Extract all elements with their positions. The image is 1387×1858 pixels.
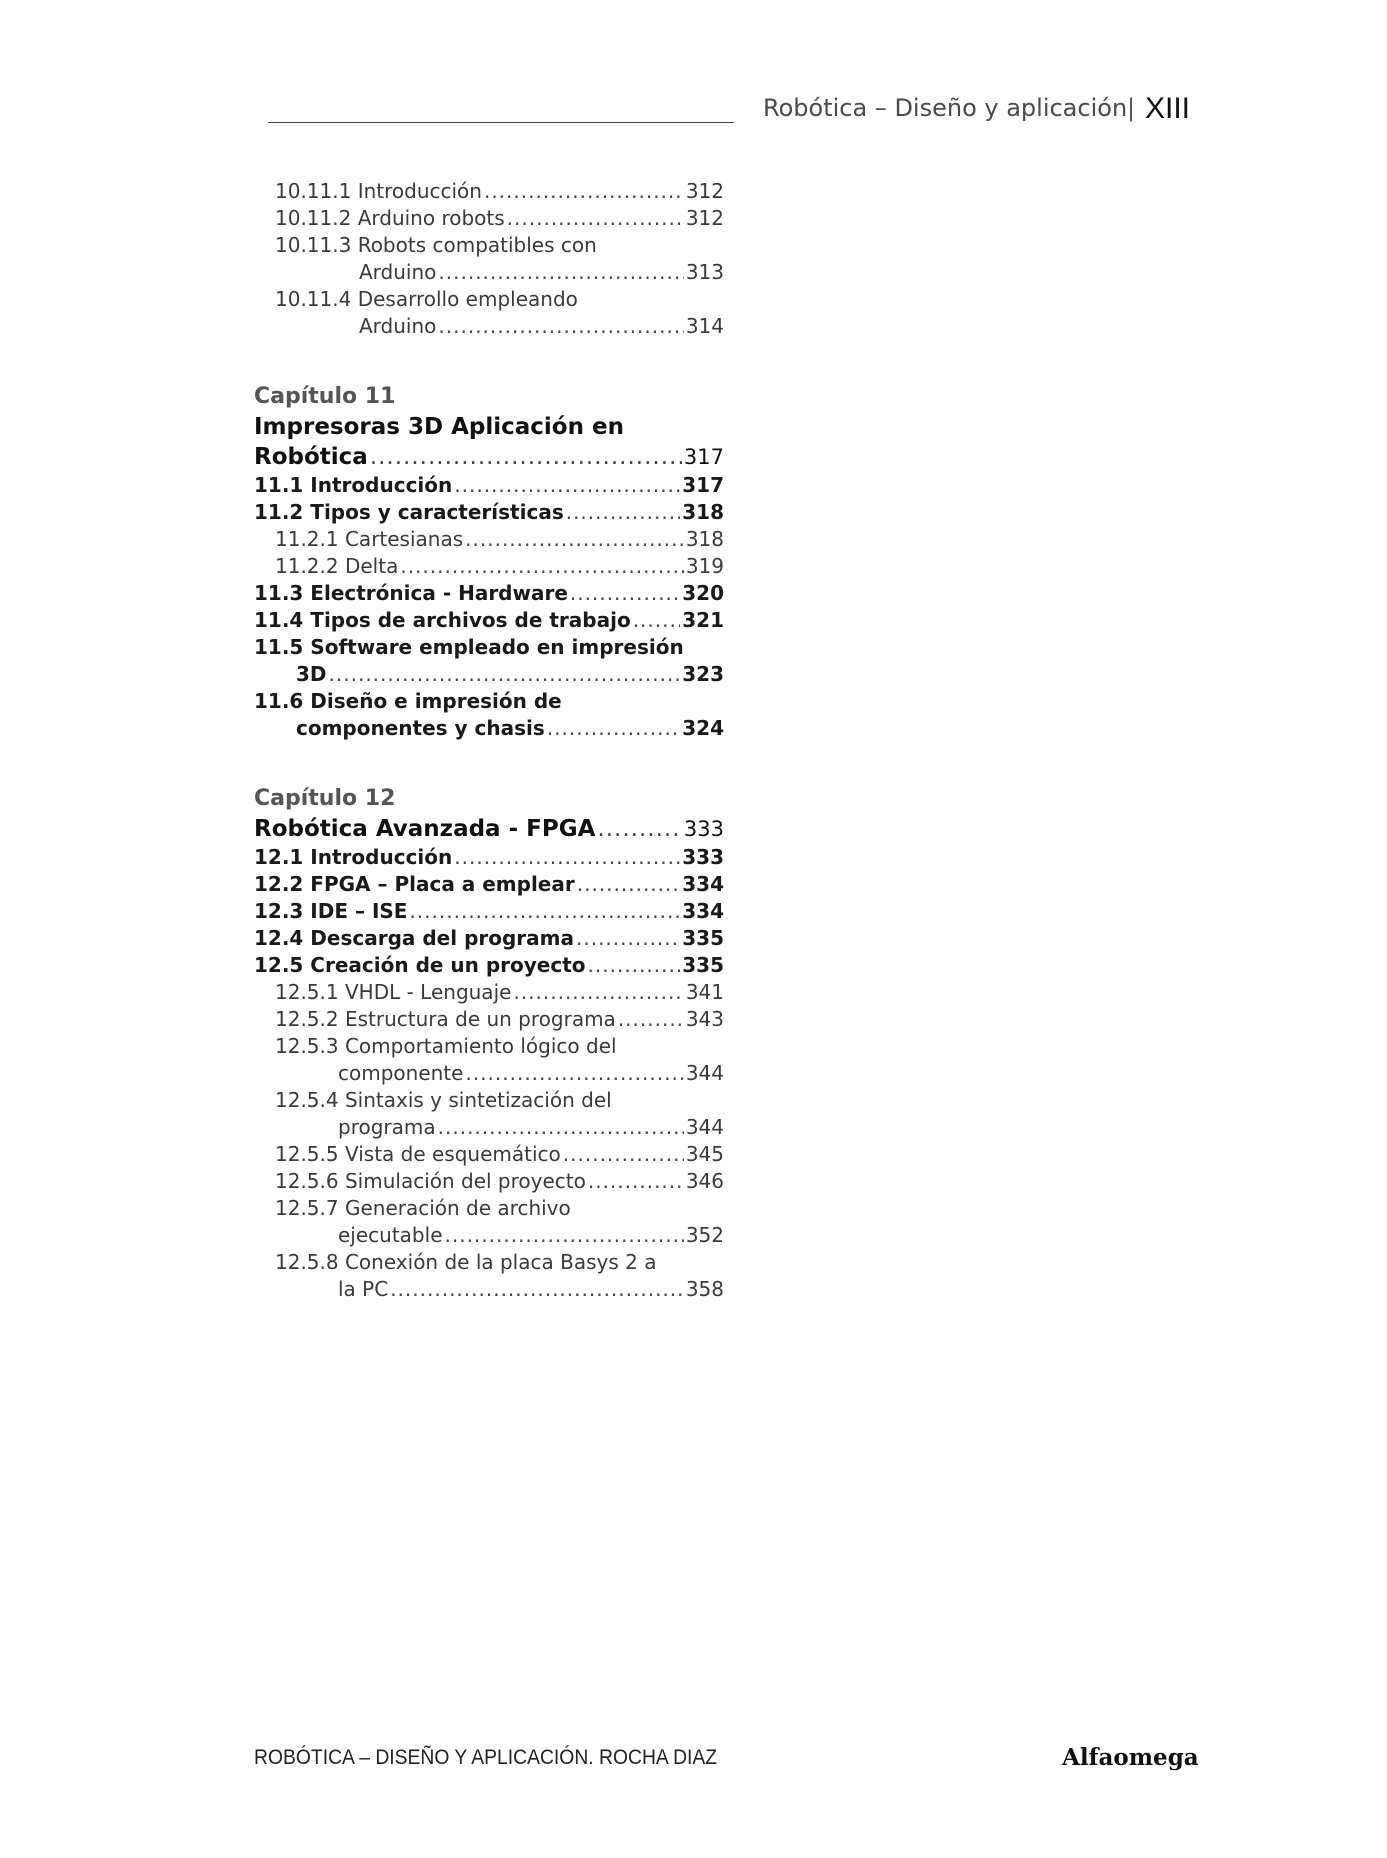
toc-entry-label-line[interactable] bbox=[254, 688, 724, 715]
toc-entry-label: 11.6 Diseño e impresión de bbox=[254, 689, 562, 713]
toc-entry[interactable] bbox=[254, 313, 724, 340]
toc-leader-dots bbox=[633, 607, 681, 634]
toc-entry-page: 335 bbox=[682, 926, 724, 950]
toc-entry-label: 10.11.3 Robots compatibles con bbox=[275, 233, 597, 257]
toc-entry-label: 12.5.5 Vista de esquemático bbox=[275, 1142, 561, 1166]
toc-entry[interactable] bbox=[254, 607, 724, 634]
toc-entry-page: 319 bbox=[685, 554, 724, 578]
toc-entry-label: 12.2 FPGA – Placa a emplear bbox=[254, 872, 575, 896]
toc-leader-dots bbox=[597, 814, 682, 844]
toc-entry[interactable] bbox=[254, 871, 724, 898]
toc-entry-page: 344 bbox=[685, 1061, 724, 1085]
toc-entry[interactable] bbox=[254, 898, 724, 925]
toc-entry-label-continued: componentes y chasis bbox=[296, 716, 545, 740]
toc-entry-label: 11.2 Tipos y características bbox=[254, 500, 564, 524]
running-header-title: Robótica – Diseño y aplicación bbox=[763, 94, 1128, 122]
toc-entry-page: 314 bbox=[685, 314, 724, 338]
toc-entry-page: 318 bbox=[682, 500, 724, 524]
toc-entry-label: 12.5.4 Sintaxis y sintetización del bbox=[275, 1088, 612, 1112]
toc-entry-label-continued: componente bbox=[338, 1061, 464, 1085]
toc-entry-label-line[interactable] bbox=[254, 1033, 724, 1060]
toc-entry-label: 12.5 Creación de un proyecto bbox=[254, 953, 586, 977]
toc-entry[interactable] bbox=[254, 979, 724, 1006]
toc-entry[interactable] bbox=[254, 499, 724, 526]
chapter-11-label: Capítulo 11 bbox=[254, 384, 396, 409]
toc-entry-page: 341 bbox=[685, 980, 724, 1004]
toc-entry-page: 323 bbox=[682, 662, 724, 686]
toc-entry[interactable] bbox=[254, 1276, 724, 1303]
toc-entry-page: 312 bbox=[685, 179, 724, 203]
chapter-12-title: Robótica Avanzada - FPGA bbox=[254, 816, 596, 842]
toc-entry-label-line[interactable] bbox=[254, 1195, 724, 1222]
toc-entry-label: 12.5.2 Estructura de un programa bbox=[275, 1007, 616, 1031]
toc-entry[interactable] bbox=[254, 1006, 724, 1033]
chapter-11-title-continued: Robótica bbox=[254, 444, 368, 470]
toc-entry-label: 11.5 Software empleado en impresión bbox=[254, 635, 684, 659]
chapter-11-title: Impresoras 3D Aplicación en bbox=[254, 414, 624, 440]
toc-entry[interactable] bbox=[254, 472, 724, 499]
chapter-12-title-entry[interactable] bbox=[254, 814, 724, 844]
toc-entry[interactable] bbox=[254, 661, 724, 688]
toc-leader-dots bbox=[454, 472, 680, 499]
toc-entry-label-line[interactable] bbox=[254, 1249, 724, 1276]
toc-entry-label: 12.5.1 VHDL - Lenguaje bbox=[275, 980, 512, 1004]
toc-entry-label: 11.3 Electrónica - Hardware bbox=[254, 581, 568, 605]
header-rule bbox=[268, 122, 734, 123]
toc-entry[interactable] bbox=[254, 1222, 724, 1249]
toc-entry-label: 11.2.2 Delta bbox=[275, 554, 399, 578]
toc-entry-page: 321 bbox=[682, 608, 724, 632]
toc-entry-label: 12.4 Descarga del programa bbox=[254, 926, 574, 950]
toc-leader-dots bbox=[390, 1276, 684, 1303]
toc-entry-label-continued: Arduino bbox=[359, 314, 437, 338]
toc-leader-dots bbox=[577, 871, 681, 898]
chapter-11-title-entry[interactable] bbox=[254, 442, 724, 472]
toc-leader-dots bbox=[563, 1141, 684, 1168]
toc-leader-dots bbox=[576, 925, 680, 952]
toc-entry-label-continued: la PC bbox=[338, 1277, 389, 1301]
toc-leader-dots bbox=[513, 979, 683, 1006]
toc-leader-dots bbox=[507, 205, 684, 232]
toc-leader-dots bbox=[484, 178, 684, 205]
toc-leader-dots bbox=[438, 259, 683, 286]
toc-entry-page: 335 bbox=[682, 953, 724, 977]
chapter-12-label: Capítulo 12 bbox=[254, 786, 396, 811]
toc-entry-page: 318 bbox=[685, 527, 724, 551]
toc-leader-dots bbox=[400, 553, 683, 580]
toc-entry[interactable] bbox=[254, 553, 724, 580]
toc-entry-label-continued: 3D bbox=[296, 662, 327, 686]
toc-entry-label: 11.2.1 Cartesianas bbox=[275, 527, 464, 551]
toc-entry-label-line[interactable] bbox=[254, 1087, 724, 1114]
toc-entry[interactable] bbox=[254, 580, 724, 607]
toc-entry[interactable] bbox=[254, 925, 724, 952]
toc-leader-dots bbox=[445, 1222, 684, 1249]
toc-entry-page: 346 bbox=[685, 1169, 724, 1193]
header-separator: | bbox=[1127, 94, 1136, 122]
toc-leader-dots bbox=[409, 898, 680, 925]
toc-entry[interactable] bbox=[254, 259, 724, 286]
toc-entry[interactable] bbox=[254, 715, 724, 742]
toc-entry[interactable] bbox=[254, 526, 724, 553]
toc-entry[interactable] bbox=[254, 1060, 724, 1087]
toc-entry-label-line[interactable] bbox=[254, 634, 724, 661]
chapter-12-page: 333 bbox=[683, 817, 724, 841]
toc-leader-dots bbox=[618, 1006, 684, 1033]
toc-entry-label-line[interactable] bbox=[254, 286, 724, 313]
toc-entry-label: 10.11.4 Desarrollo empleando bbox=[275, 287, 578, 311]
toc-entry-page: 334 bbox=[682, 899, 724, 923]
toc-leader-dots bbox=[370, 442, 682, 472]
toc-entry-label-continued: programa bbox=[338, 1115, 436, 1139]
toc-leader-dots bbox=[329, 661, 681, 688]
footer-book-title: ROBÓTICA – DISEÑO Y APLICACIÓN. ROCHA DIAZ bbox=[254, 1746, 718, 1769]
toc-entry-page: 312 bbox=[685, 206, 724, 230]
toc-entry-page: 334 bbox=[682, 872, 724, 896]
toc-leader-dots bbox=[454, 844, 680, 871]
toc-entry-label-continued: Arduino bbox=[359, 260, 437, 284]
toc-entry-page: 345 bbox=[685, 1142, 724, 1166]
chapter-11-page: 317 bbox=[683, 445, 724, 469]
toc-leader-dots bbox=[588, 1168, 684, 1195]
toc-leader-dots bbox=[465, 526, 684, 553]
toc-entry[interactable] bbox=[254, 844, 724, 871]
toc-entry-label: 12.5.3 Comportamiento lógico del bbox=[275, 1034, 617, 1058]
toc-entry-label: 12.3 IDE – ISE bbox=[254, 899, 408, 923]
toc-entry-label-line[interactable] bbox=[254, 232, 724, 259]
toc-entry-label: 11.4 Tipos de archivos de trabajo bbox=[254, 608, 631, 632]
toc-entry-page: 333 bbox=[682, 845, 724, 869]
toc-entry[interactable] bbox=[254, 1168, 724, 1195]
toc-leader-dots bbox=[438, 1114, 684, 1141]
toc-entry-label: 12.5.6 Simulación del proyecto bbox=[275, 1169, 586, 1193]
toc-entry-label: 10.11.2 Arduino robots bbox=[275, 206, 505, 230]
toc-entry[interactable] bbox=[254, 1141, 724, 1168]
toc-entry-label: 12.1 Introducción bbox=[254, 845, 453, 869]
toc-entry-label: 12.5.7 Generación de archivo bbox=[275, 1196, 571, 1220]
toc-entry[interactable] bbox=[254, 205, 724, 232]
toc-entry-label: 11.1 Introducción bbox=[254, 473, 453, 497]
toc-entry[interactable] bbox=[254, 178, 724, 205]
publisher-logo: Alfaomega bbox=[1062, 1744, 1199, 1771]
toc-entry-label-continued: ejecutable bbox=[338, 1223, 443, 1247]
toc-entry[interactable] bbox=[254, 1114, 724, 1141]
toc-leader-dots bbox=[588, 952, 681, 979]
toc-entry-page: 343 bbox=[685, 1007, 724, 1031]
toc-entry-page: 358 bbox=[685, 1277, 724, 1301]
toc-leader-dots bbox=[570, 580, 680, 607]
toc-leader-dots bbox=[438, 313, 683, 340]
toc-leader-dots bbox=[566, 499, 681, 526]
toc-entry-page: 352 bbox=[685, 1223, 724, 1247]
page-number: XIII bbox=[1145, 92, 1191, 125]
toc-leader-dots bbox=[465, 1060, 683, 1087]
toc-entry-label: 10.11.1 Introducción bbox=[275, 179, 482, 203]
toc-entry-page: 344 bbox=[685, 1115, 724, 1139]
toc-entry-page: 324 bbox=[682, 716, 724, 740]
table-of-contents bbox=[254, 178, 724, 1303]
toc-entry[interactable] bbox=[254, 952, 724, 979]
toc-entry-page: 313 bbox=[685, 260, 724, 284]
toc-entry-page: 320 bbox=[682, 581, 724, 605]
toc-entry-label: 12.5.8 Conexión de la placa Basys 2 a bbox=[275, 1250, 657, 1274]
toc-entry-page: 317 bbox=[682, 473, 724, 497]
toc-leader-dots bbox=[547, 715, 680, 742]
